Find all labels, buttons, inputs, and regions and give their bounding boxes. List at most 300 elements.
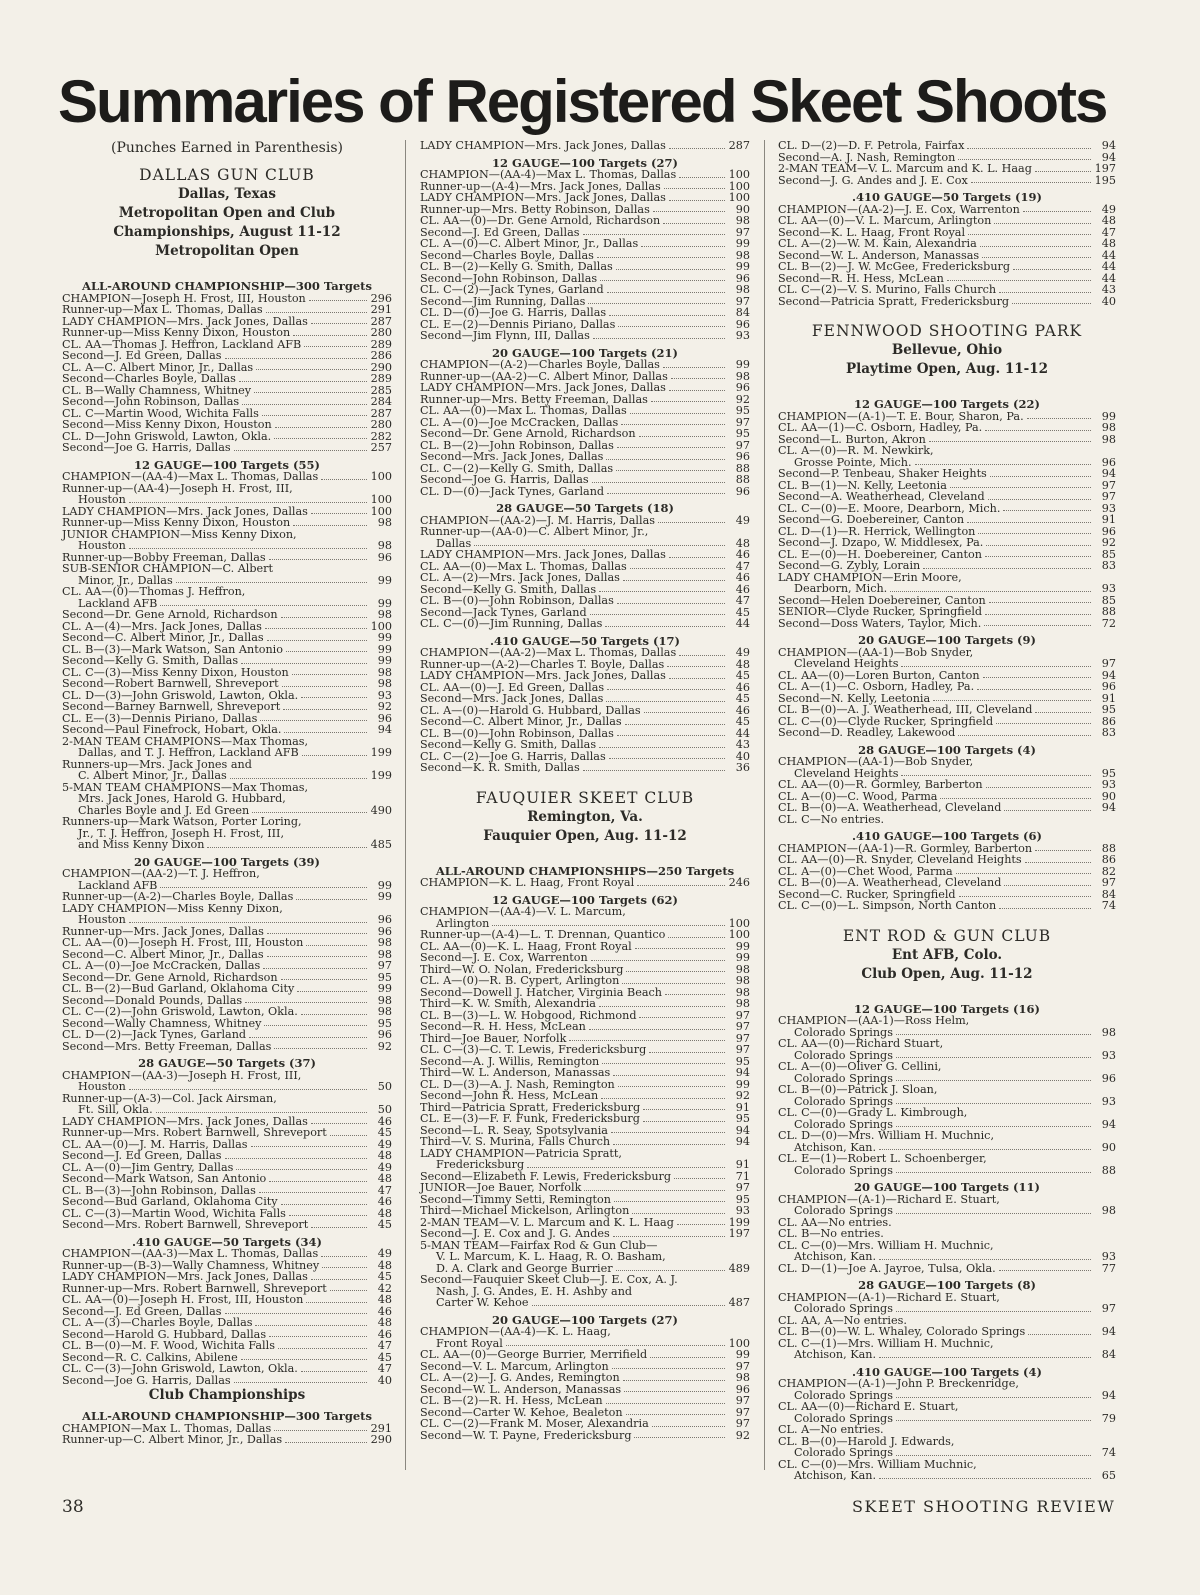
result-name: Second—D. Readley, Lakewood (778, 726, 956, 739)
result-row (62, 471, 392, 483)
result-row (62, 1219, 392, 1231)
result-score: 86 (1101, 714, 1116, 728)
result-name: CL. AA—(0)—Joseph H. Frost, III, Houston (62, 936, 304, 949)
result-score: 94 (1101, 467, 1116, 480)
dot-leader (267, 956, 367, 957)
dot-leader (630, 413, 725, 414)
dot-leader (607, 493, 725, 494)
result-score: 97 (735, 1031, 750, 1045)
result-name: Second—K. L. Haag, Front Royal (778, 225, 966, 239)
result-score: 47 (377, 1183, 392, 1197)
result-row (62, 1081, 392, 1093)
result-name: Houston (78, 1080, 126, 1093)
result-line: CHAMPION—(AA-1)—Bob Snyder, (778, 755, 974, 768)
dot-leader (129, 502, 367, 503)
result-line: CHAMPION—(AA-4)—V. L. Marcum, (420, 905, 626, 918)
result-score: 94 (1101, 150, 1116, 164)
result-row (420, 486, 750, 498)
result-score: 49 (735, 513, 750, 527)
result-name: CHAMPION—(A-2)—Charles Boyle, Dallas (420, 358, 660, 371)
dot-leader (996, 723, 1091, 724)
dot-leader (986, 787, 1091, 788)
result-name: Second—C. Albert Minor, Jr., Dallas (62, 631, 264, 644)
result-score: 46 (735, 680, 750, 694)
dot-leader (665, 994, 725, 995)
result-score: 77 (1101, 1261, 1116, 1275)
result-name: CL. AA—(0)—J. Ed Green, Dallas (420, 680, 605, 694)
result-name: Second—Harold G. Hubbard, Dallas (62, 1327, 267, 1341)
result-line: CL. AA—(0)—Thomas J. Heffron, (62, 585, 246, 598)
result-score: 99 (377, 654, 392, 667)
result-row (420, 975, 750, 987)
dot-leader (669, 678, 725, 679)
result-name: CL. C—(0)—Jim Running, Dallas (420, 617, 603, 630)
result-row (420, 1395, 750, 1407)
result-score: 287 (728, 139, 750, 152)
dot-leader (632, 1213, 725, 1214)
result-score: 46 (735, 571, 750, 584)
result-row (778, 681, 1116, 693)
dot-leader (225, 1313, 367, 1314)
result-score: 96 (735, 450, 750, 463)
result-row (62, 1006, 392, 1018)
dot-leader (614, 1201, 725, 1202)
result-score: 99 (735, 358, 750, 371)
result-name: LADY CHAMPION—Mrs. Jack Jones, Dallas (420, 191, 666, 204)
dot-leader (600, 280, 725, 281)
result-name: JUNIOR—Joe Bauer, Norfolk (420, 1181, 582, 1194)
result-score: 40 (735, 749, 750, 763)
event-heading: Ent AFB, Colo. (891, 946, 1003, 963)
result-name: CHAMPION—(AA-2)—J. M. Harris, Dallas (420, 513, 655, 527)
result-row (62, 1041, 392, 1053)
result-name: Second—J. Ed Green, Dallas (420, 225, 580, 239)
result-name: CL. D—(3)—A. J. Nash, Remington (420, 1077, 615, 1091)
event-section-heading: 12 GAUGE—100 Targets (55) (134, 457, 320, 472)
result-score: 48 (735, 657, 750, 671)
result-row (62, 1029, 392, 1041)
result-line: Second—Fauquier Skeet Club—J. E. Cox, A. J. (420, 1273, 678, 1286)
result-score: 96 (735, 381, 750, 394)
result-row (778, 491, 1116, 503)
result-score: 92 (1101, 536, 1116, 549)
result-row (420, 1021, 750, 1033)
dot-leader (612, 1368, 725, 1369)
dot-leader (301, 697, 367, 698)
result-score: 46 (377, 1327, 392, 1341)
dot-leader (637, 885, 725, 886)
result-score: 46 (735, 548, 750, 561)
result-score: 291 (370, 1421, 392, 1435)
result-score: 96 (735, 484, 750, 498)
result-line: CL. C—(0)—Grady L. Kimbrough, (778, 1106, 968, 1119)
result-name: 2-MAN TEAM—V. L. Marcum and K. L. Haag (778, 162, 1032, 175)
result-name: Third—W. O. Nolan, Fredericksburg (420, 962, 624, 976)
event-section-heading: 20 GAUGE—100 Targets (21) (492, 345, 678, 360)
result-score: 46 (735, 703, 750, 717)
dot-leader (896, 1311, 1091, 1312)
result-score: 47 (1101, 225, 1116, 239)
result-name: Second—Bud Garland, Oklahoma City (62, 1195, 278, 1208)
event-heading: Bellevue, Ohio (891, 342, 1003, 358)
result-score: 287 (370, 314, 392, 328)
result-score: 96 (735, 1382, 750, 1396)
result-name: CL. AA—(1)—C. Osborn, Hadley, Pa. (778, 421, 983, 434)
column-3 (778, 140, 1116, 1482)
dot-leader (322, 1267, 367, 1268)
result-score: 92 (377, 1039, 392, 1053)
event-section-heading: .410 GAUGE—50 Targets (17) (490, 633, 680, 648)
club-name: ENT ROD & GUN CLUB (842, 926, 1052, 945)
dot-leader (617, 447, 725, 448)
result-score: 199 (370, 746, 392, 759)
dot-leader (601, 1098, 725, 1099)
magazine-name: SKEET SHOOTING REVIEW (852, 1497, 1116, 1516)
result-name: Second—Donald Pounds, Dallas (62, 993, 243, 1007)
event-section-heading: 12 GAUGE—100 Targets (27) (492, 155, 678, 170)
result-name: Colorado Springs (794, 1204, 893, 1217)
result-score: 45 (377, 1126, 392, 1139)
dot-leader (1035, 712, 1091, 713)
result-name: CHAMPION—(AA-1)—R. Gormley, Barberton (778, 841, 1033, 855)
result-name: Atchison, Kan. (794, 1348, 877, 1361)
result-name: 2-MAN TEAM—V. L. Marcum and K. L. Haag (420, 1215, 674, 1229)
result-score: 98 (377, 665, 392, 679)
result-score: 100 (370, 619, 392, 633)
result-row (420, 1205, 750, 1217)
result-name: Second—Barney Barnwell, Shreveport (62, 700, 281, 713)
result-score: 86 (1101, 853, 1116, 866)
result-row (420, 1228, 750, 1240)
dot-leader (649, 1052, 725, 1053)
event-heading: Metropolitan Open (155, 243, 299, 259)
result-score: 40 (1101, 294, 1116, 308)
result-name: CL. D—John Griswold, Lawton, Okla. (62, 429, 272, 443)
result-line: CL. B—No entries. (778, 1227, 884, 1240)
result-name: Houston (78, 539, 126, 552)
result-row (420, 739, 750, 751)
result-name: Second—C. Rucker, Springfield (778, 887, 956, 901)
result-line: CL. AA, A—No entries. (778, 1313, 907, 1327)
result-name: Colorado Springs (794, 1302, 893, 1315)
result-score: 85 (1101, 547, 1116, 561)
column-2 (420, 140, 750, 1441)
result-name: Second—Mrs. Jack Jones, Dallas (420, 692, 604, 705)
result-score: 83 (1101, 559, 1116, 572)
result-score: 97 (1101, 490, 1116, 503)
result-name: Runner-up—(A-2)—Charles T. Boyle, Dallas (420, 657, 665, 671)
dot-leader (985, 556, 1091, 557)
dot-leader (260, 720, 367, 721)
result-score: 93 (735, 329, 750, 342)
event-section-heading: 20 GAUGE—100 Targets (11) (854, 1180, 1040, 1194)
result-row (420, 998, 750, 1010)
result-name: CL. B—(2)—J. W. McGee, Fredericksburg (778, 260, 1011, 273)
event-section-heading: .410 GAUGE—50 Targets (34) (132, 1234, 322, 1249)
result-score: 90 (735, 202, 750, 216)
result-row (420, 1430, 750, 1442)
result-row (62, 419, 392, 431)
dot-leader (599, 747, 725, 748)
result-line: CHAMPION—(A-1)—Richard E. Stuart, (778, 1290, 1000, 1304)
dot-leader (896, 1420, 1091, 1421)
result-name: Arlington (436, 916, 490, 930)
result-row (420, 140, 750, 152)
result-name: Second—Joe G. Harris, Dallas (62, 1373, 231, 1387)
result-line: LADY CHAMPION—Erin Moore, (778, 570, 962, 584)
result-score: 94 (735, 1123, 750, 1137)
dot-leader (977, 689, 1091, 690)
result-score: 246 (728, 876, 750, 889)
result-score: 45 (377, 1218, 392, 1231)
dot-leader (527, 1167, 725, 1168)
spacer (420, 846, 750, 860)
dot-leader (896, 1080, 1091, 1081)
result-score: 97 (735, 294, 750, 308)
result-score: 98 (1101, 1025, 1116, 1039)
result-row (778, 1326, 1116, 1338)
result-row (778, 468, 1116, 480)
result-name: CL. E—(3)—F. F. Funk, Fredericksburg (420, 1112, 640, 1125)
result-score: 96 (377, 924, 392, 938)
dot-leader (879, 1357, 1091, 1358)
dot-leader (266, 312, 367, 313)
dot-leader (301, 1371, 367, 1372)
result-name: CL. B—(0)—M. F. Wood, Wichita Falls (62, 1339, 275, 1352)
dot-leader (274, 438, 367, 439)
result-name: Second—W. L. Anderson, Manassas (778, 248, 980, 262)
result-row (62, 1375, 392, 1387)
result-name: CL. B—(0)—John Robinson, Dallas (420, 726, 614, 740)
dot-leader (281, 1204, 367, 1205)
result-row (778, 618, 1116, 630)
result-name: CL. AA—(0)—R. Gormley, Barberton (778, 778, 983, 791)
dot-leader (225, 358, 367, 359)
result-name: Runner-up—(A-4)—L. T. Drennan, Quantico (420, 928, 666, 941)
result-row (420, 1372, 750, 1384)
dot-leader (225, 1158, 367, 1159)
result-row (62, 609, 392, 621)
dot-leader (263, 968, 367, 969)
result-score: 100 (728, 916, 750, 930)
event-section-heading: ALL-AROUND CHAMPIONSHIPS—250 Targets (435, 863, 735, 878)
result-row (420, 192, 750, 204)
result-score: 49 (377, 1247, 392, 1260)
event-heading: Championships, August 11-12 (113, 224, 341, 240)
result-score: 282 (370, 429, 392, 443)
result-row (778, 1263, 1116, 1275)
result-line: SUB-SENIOR CHAMPION—C. Albert (62, 562, 273, 575)
result-score: 47 (735, 559, 750, 573)
result-name: Second—N. Kelly, Leetonia (778, 691, 931, 705)
result-score: 88 (735, 473, 750, 486)
result-name: Colorado Springs (794, 1025, 893, 1039)
result-score: 74 (1101, 1446, 1116, 1459)
result-name: Second—Kelly G. Smith, Dallas (62, 654, 239, 667)
dot-leader (968, 234, 1091, 235)
result-score: 47 (377, 1362, 392, 1375)
dot-leader (129, 548, 367, 549)
result-score: 42 (377, 1281, 392, 1295)
event-heading: Dallas, Texas (178, 186, 276, 202)
dot-leader (283, 709, 367, 710)
dot-leader (950, 487, 1091, 488)
dot-leader (605, 626, 725, 627)
dot-leader (623, 1380, 725, 1381)
result-name: CL. B—(0)—John Robinson, Dallas (420, 594, 614, 607)
result-row (420, 169, 750, 181)
dot-leader (311, 1227, 367, 1228)
dot-leader (985, 430, 1091, 431)
club-name: FAUQUIER SKEET CLUB (475, 788, 695, 807)
result-name: Second—G. Zybly, Lorain (778, 559, 921, 572)
result-score: 96 (735, 271, 750, 285)
dot-leader (896, 1397, 1091, 1398)
result-line: Runners-up—Mark Watson, Porter Loring, (62, 815, 302, 828)
result-name: Colorado Springs (794, 1071, 893, 1085)
result-name: CL. E—(2)—Dennis Piriano, Dallas (420, 317, 616, 331)
event-heading: Club Open, Aug. 11-12 (861, 965, 1033, 982)
result-score: 82 (1101, 864, 1116, 878)
dot-leader (879, 1149, 1091, 1150)
result-score: 83 (1101, 726, 1116, 739)
result-line: Jr., T. J. Heffron, Joseph H. Frost, III, (78, 826, 285, 840)
result-score: 97 (377, 959, 392, 972)
result-score: 291 (370, 303, 392, 316)
result-score: 96 (377, 550, 392, 564)
dot-leader (289, 1215, 367, 1216)
result-name: Second—John Robinson, Dallas (62, 395, 240, 408)
dot-leader (663, 223, 725, 224)
result-name: CL. C—(2)—Jack Tynes, Garland (420, 283, 604, 296)
result-score: 94 (1101, 1325, 1116, 1338)
result-row (420, 451, 750, 463)
result-score: 99 (735, 1348, 750, 1361)
result-line: LADY CHAMPION—Miss Kenny Dixon, (62, 901, 283, 915)
result-name: Second—R. H. Hess, McLean (420, 1020, 586, 1033)
result-score: 48 (377, 1258, 392, 1272)
dot-leader (588, 303, 725, 304)
event-heading: Club Championships (148, 1387, 306, 1403)
dot-leader (618, 326, 725, 327)
result-score: 95 (377, 1016, 392, 1030)
dot-leader (896, 1213, 1091, 1214)
dot-leader (669, 390, 725, 391)
result-score: 45 (377, 1350, 392, 1364)
result-line: CL. E—(1)—Robert L. Schoenberger, (778, 1152, 987, 1165)
result-score: 45 (735, 605, 750, 619)
spacer (778, 984, 1116, 998)
result-name: CL. A—(0)—R. B. Cypert, Arlington (420, 974, 620, 987)
result-name: Second—Helen Doebereiner, Canton (778, 593, 986, 607)
result-score: 296 (370, 291, 392, 305)
result-score: 99 (1101, 409, 1116, 423)
result-line: CHAMPION—(A-1)—John P. Breckenridge, (778, 1377, 1019, 1390)
dot-leader (269, 559, 367, 560)
result-score: 96 (1101, 1071, 1116, 1085)
result-row (778, 238, 1116, 250)
result-score: 45 (735, 692, 750, 705)
result-name: Atchison, Kan. (794, 1469, 877, 1482)
dot-leader (256, 369, 367, 370)
result-name: Second—A. Weatherhead, Cleveland (778, 490, 985, 503)
dot-leader (617, 735, 725, 736)
dot-leader (611, 1132, 725, 1133)
result-name: CL. B—(3)—Mark Watson, San Antonio (62, 642, 283, 656)
result-score: 48 (735, 536, 750, 550)
dot-leader (984, 625, 1091, 626)
result-name: CL. AA—(0)—Dr. Gene Arnold, Richardson (420, 214, 661, 227)
result-name: Lackland AFB (78, 596, 158, 610)
dot-leader (274, 1048, 367, 1049)
result-name: SENIOR—Clyde Rucker, Springfield (778, 605, 983, 618)
result-score: 98 (735, 962, 750, 976)
result-name: CL. B—Wally Chamness, Whitney (62, 383, 252, 397)
dot-leader (589, 1029, 725, 1030)
dot-leader (1012, 303, 1091, 304)
dot-leader (607, 292, 725, 293)
result-line: CL. D—(0)—Mrs. William H. Muchnic, (778, 1129, 995, 1142)
result-row (420, 405, 750, 417)
dot-leader (304, 346, 367, 347)
result-row (420, 1418, 750, 1430)
dot-leader (980, 246, 1091, 247)
result-name: Second—R. C. Calkins, Abilene (62, 1350, 238, 1364)
result-name: Second—Dr. Gene Arnold, Richardson (420, 427, 636, 440)
dot-leader (506, 1345, 725, 1346)
result-line: Runner-up—(AA-0)—C. Albert Minor, Jr., (420, 525, 649, 538)
result-name: CL. A—(0)—C. Albert Minor, Jr., Dallas (420, 237, 639, 250)
dot-leader (590, 614, 725, 615)
result-score: 286 (370, 349, 392, 362)
result-name: Third—W. L. Anderson, Manassas (420, 1066, 611, 1079)
dot-leader (635, 948, 725, 949)
result-score: 489 (728, 1261, 750, 1275)
dot-leader (241, 1359, 367, 1360)
result-name: CL. B—(1)—N. Kelly, Leetonia (778, 478, 947, 492)
result-name: Third—Patricia Spratt, Fredericksburg (420, 1100, 641, 1114)
result-name: CHAMPION—Joseph H. Frost, III, Houston (62, 291, 306, 305)
result-row (62, 494, 392, 506)
result-row (778, 704, 1116, 716)
result-name: Runner-up—(AA-2)—C. Albert Minor, Dallas (420, 369, 668, 383)
result-row (62, 1294, 392, 1306)
result-line: V. L. Marcum, K. L. Haag, R. O. Basham, (436, 1250, 666, 1263)
result-name: CL. D—(0)—Joe G. Harris, Dallas (420, 306, 607, 319)
dot-leader (967, 522, 1091, 523)
result-score: 98 (377, 947, 392, 961)
result-name: CL. C—(3)—John Griswold, Lawton, Okla. (62, 1362, 298, 1375)
result-name: CHAMPION—(A-1)—T. E. Bour, Sharon, Pa. (778, 409, 1024, 423)
result-score: 48 (377, 1206, 392, 1220)
result-score: 99 (735, 939, 750, 953)
result-name: CHAMPION—Max L. Thomas, Dallas (62, 1421, 272, 1435)
dot-leader (1035, 171, 1091, 172)
result-score: 48 (1101, 214, 1116, 227)
result-score: 94 (1101, 139, 1116, 152)
result-name: CL. B—(2)—John Robinson, Dallas (420, 438, 614, 452)
result-score: 92 (735, 1428, 750, 1442)
result-score: 97 (735, 1043, 750, 1056)
dot-leader (606, 459, 725, 460)
result-row (778, 560, 1116, 572)
result-score: 44 (735, 617, 750, 630)
result-name: Second—Mark Watson, San Antonio (62, 1172, 267, 1185)
result-row (420, 1136, 750, 1148)
result-score: 98 (377, 936, 392, 949)
event-section-heading: 12 GAUGE—100 Targets (22) (854, 397, 1040, 411)
result-name: Front Royal (436, 1336, 503, 1350)
